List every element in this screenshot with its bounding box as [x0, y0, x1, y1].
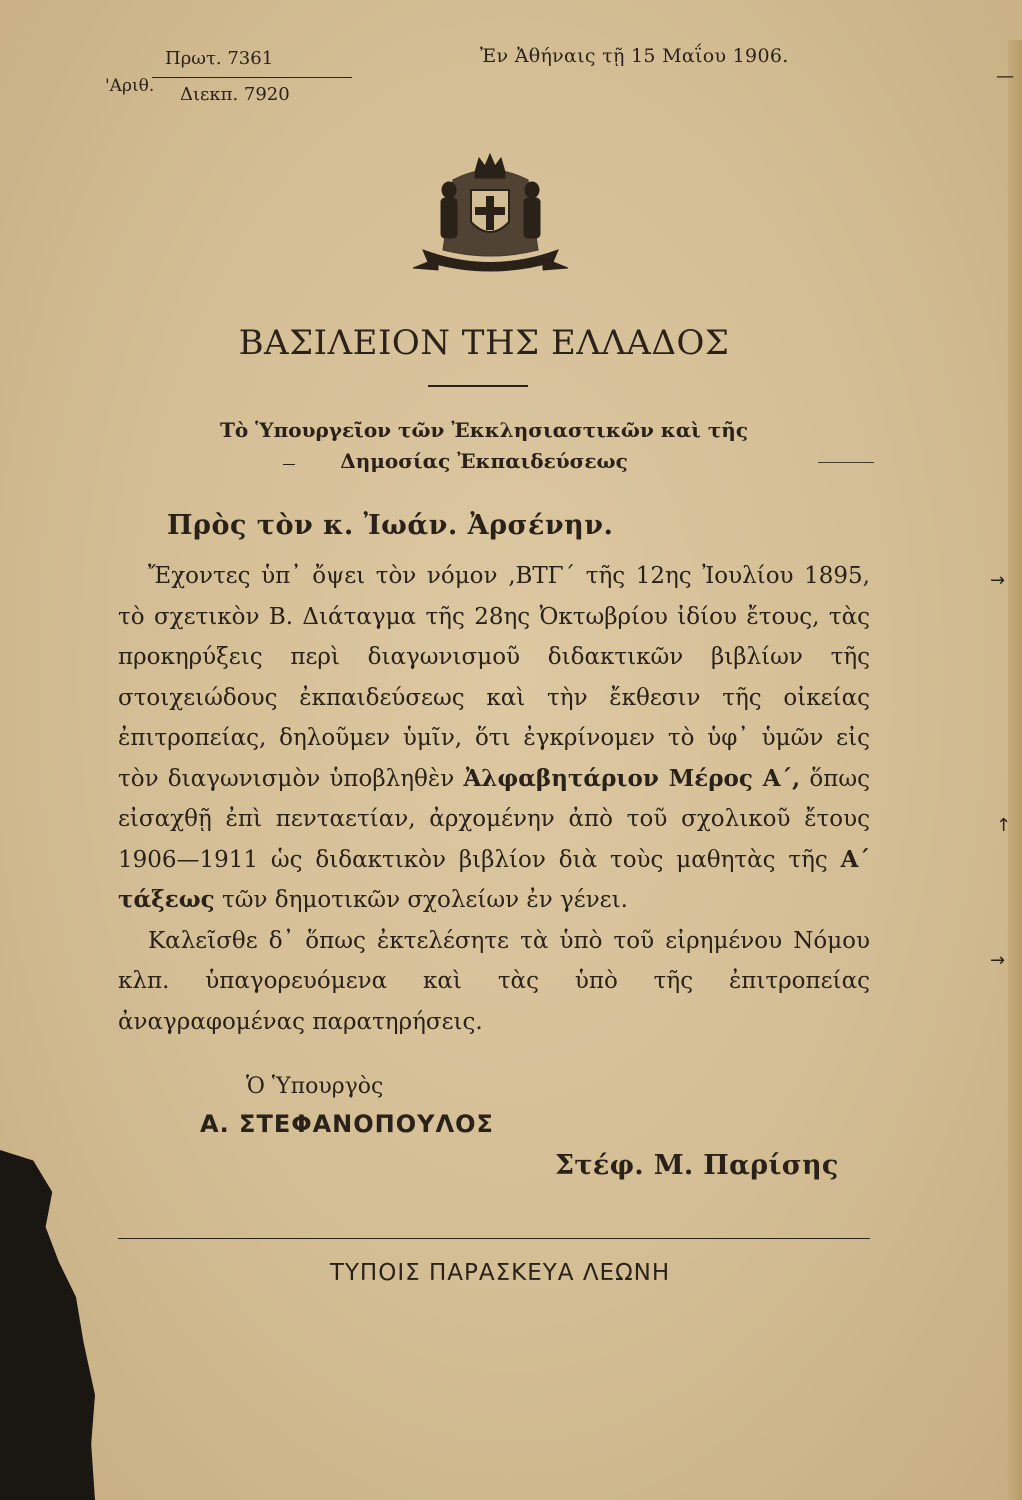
page-edge-right	[1008, 40, 1022, 1500]
paragraph-1	[118, 556, 870, 921]
ministry-line-2: Δημοσίας Ἐκπαιδεύσεως	[340, 449, 628, 473]
minister-title: Ὁ Ὑπουργὸς	[246, 1074, 384, 1099]
margin-arrow-icon: →	[990, 950, 1006, 971]
class-name: Α΄ τάξεως	[118, 845, 870, 913]
dispatch-number: Διεκπ. 7920	[180, 84, 290, 105]
margin-tick-icon: —	[996, 66, 1014, 87]
dash-mark	[818, 462, 874, 463]
countersignature: Στέφ. Μ. Παρίσης	[555, 1150, 839, 1181]
coat-of-arms-icon	[413, 150, 568, 280]
footer-rule	[118, 1238, 870, 1239]
document-date: Ἐν Ἀθήναις τῇ 15 Μαΐου 1906.	[480, 45, 789, 67]
letter-body	[118, 556, 870, 1042]
printer-imprint: ΤΥΠΟΙΣ ΠΑΡΑΣΚΕΥΑ ΛΕΩΝΗ	[329, 1260, 671, 1286]
fraction-rule	[152, 77, 352, 78]
title-rule	[428, 385, 528, 387]
paragraph-2: Καλεῖσθε δ᾿ ὅπως ἐκτελέσητε τὰ ὑπὸ τοῦ εἰρημένου Νόμου κλπ. ὑπαγορευόμενα καὶ τὰς ὑπὸ τῆς ἐπιτροπείας ἀναγραφομένας παρατηρήσεις.	[118, 927, 870, 1035]
kingdom-title: ΒΑΣΙΛΕΙΟΝ ΤΗΣ ΕΛΛΑΔΟΣ	[238, 323, 730, 363]
p1-text-a: Ἔχοντες ὑπ᾿ ὄψει τὸν νόμον ‚ΒΤΓ΄ τῆς 12ης Ἰουλίου 1895, τὸ σχετικὸν Β. Διάταγμα τῆς 28ης Ὀκτωβρίου ἰδίου ἔτους, τὰς προκηρύξεις περὶ διαγωνισμοῦ διδακτικῶν βιβλίων τῆς στοιχειώδους ἐκπαιδεύσεως καὶ τὴν ἔκθεσιν τῆς οἰκείας ἐπιτροπείας, δηλοῦμεν ὑμῖν, ὅτι ἐγκρίνομεν τὸ ὑφ᾿ ὑμῶν εἰς τὸν διαγωνισμὸν ὑποβληθὲν	[118, 563, 870, 792]
p1-text-c: τῶν δημοτικῶν σχολείων ἐν γένει.	[214, 887, 628, 913]
torn-corner	[0, 1150, 95, 1500]
margin-tick-icon: ↑	[996, 815, 1012, 836]
ministry-line-1: Τὸ Ὑπουργεῖον τῶν Ἐκκλησιαστικῶν καὶ τῆς	[220, 418, 748, 442]
book-title: Ἀλφαβητάριον Μέρος Α΄,	[463, 764, 801, 792]
number-label: 'Αριθ.	[105, 76, 155, 96]
margin-arrow-icon: →	[990, 570, 1006, 591]
minister-name: Α. ΣΤΕΦΑΝΟΠΟΥΛΟΣ	[200, 1110, 494, 1138]
recipient: Πρὸς τὸν κ. Ἰωάν. Ἀρσένην.	[167, 510, 614, 541]
protocol-number: Πρωτ. 7361	[165, 48, 274, 69]
p1-text-b: ὅπως εἰσαχθῇ ἐπὶ πενταετίαν, ἀρχομένην ἀπὸ τοῦ σχολικοῦ ἔτους 1906—1911 ὡς διδακτικὸν βιβλίον διὰ τοὺς μαθητὰς τῆς	[118, 765, 870, 873]
